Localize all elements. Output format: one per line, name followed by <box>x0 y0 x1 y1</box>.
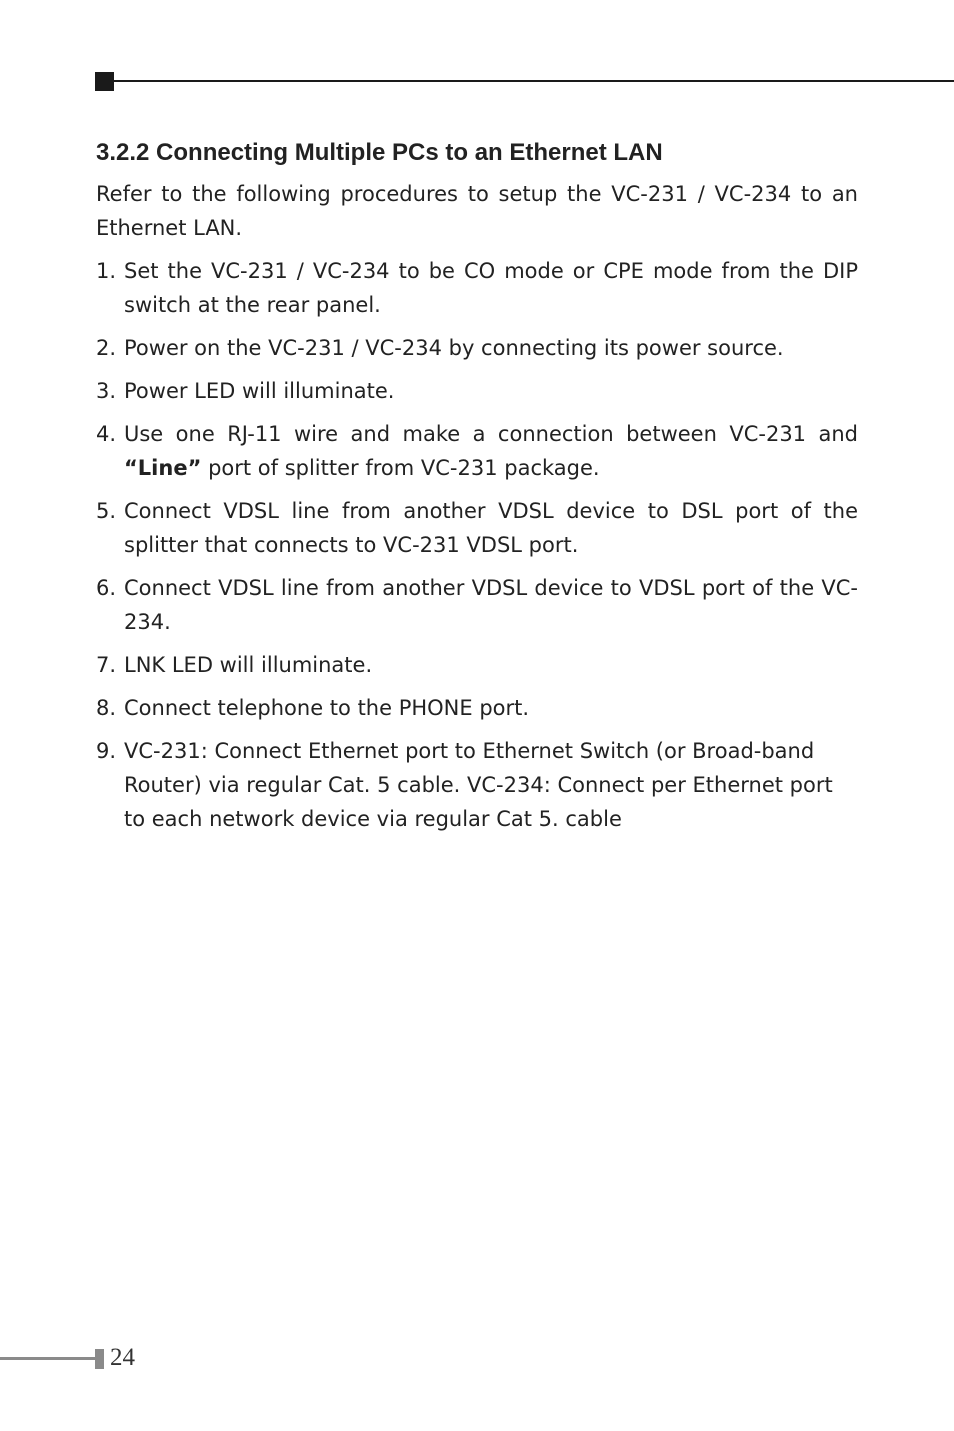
header-rule <box>114 80 954 82</box>
footer-rule <box>0 1357 95 1360</box>
step-text: VC-231: Connect Ethernet port to Ethernet Switch (or Broad-band Router) via regular Cat. 5 cable. VC-234: Connect per Ethernet port to each network device via regular Cat 5. cable <box>124 739 833 831</box>
step-number: 5. <box>96 499 117 523</box>
page-number: 24 <box>110 1344 135 1371</box>
list-item <box>96 648 858 682</box>
list-item <box>96 254 858 322</box>
section-title: 3.2.2 Connecting Multiple PCs to an Ethernet LAN <box>96 139 663 166</box>
step-text-after: port of splitter from VC-231 package. <box>201 456 600 480</box>
list-item <box>96 417 858 485</box>
step-text: Power on the VC-231 / VC-234 by connecting its power source. <box>124 336 784 360</box>
step-number: 1. <box>96 259 117 283</box>
step-text: Connect telephone to the PHONE port. <box>124 696 530 720</box>
step-text: Power LED will illuminate. <box>124 379 395 403</box>
step-text: Set the VC-231 / VC-234 to be CO mode or CPE mode from the DIP switch at the rear panel. <box>124 259 858 317</box>
page-content <box>96 136 858 845</box>
step-number: 2. <box>96 336 117 360</box>
step-text: LNK LED will illuminate. <box>124 653 373 677</box>
list-item <box>96 691 858 725</box>
step-number: 6. <box>96 576 117 600</box>
procedure-list <box>96 254 858 836</box>
step-number: 9. <box>96 739 117 763</box>
step-text: Connect VDSL line from another VDSL device to VDSL port of the VC-234. <box>124 576 858 634</box>
list-item <box>96 734 858 836</box>
step-text <box>124 417 858 485</box>
step-number: 8. <box>96 696 117 720</box>
list-item <box>96 374 858 408</box>
step-number: 4. <box>96 422 117 446</box>
step-text: Connect VDSL line from another VDSL device to DSL port of the splitter that connects to VC-231 VDSL port. <box>124 499 858 557</box>
intro-paragraph: Refer to the following procedures to setup the VC-231 / VC-234 to an Ethernet LAN. <box>96 182 858 240</box>
list-item <box>96 494 858 562</box>
step-number: 7. <box>96 653 117 677</box>
footer-marker-block <box>95 1349 104 1369</box>
header-square-marker <box>95 72 114 91</box>
list-item <box>96 571 858 639</box>
step-number: 3. <box>96 379 117 403</box>
line-port-label: “Line” <box>124 456 202 480</box>
step-text-before: Use one RJ-11 wire and make a connection between VC-231 and <box>124 422 858 446</box>
list-item <box>96 331 858 365</box>
